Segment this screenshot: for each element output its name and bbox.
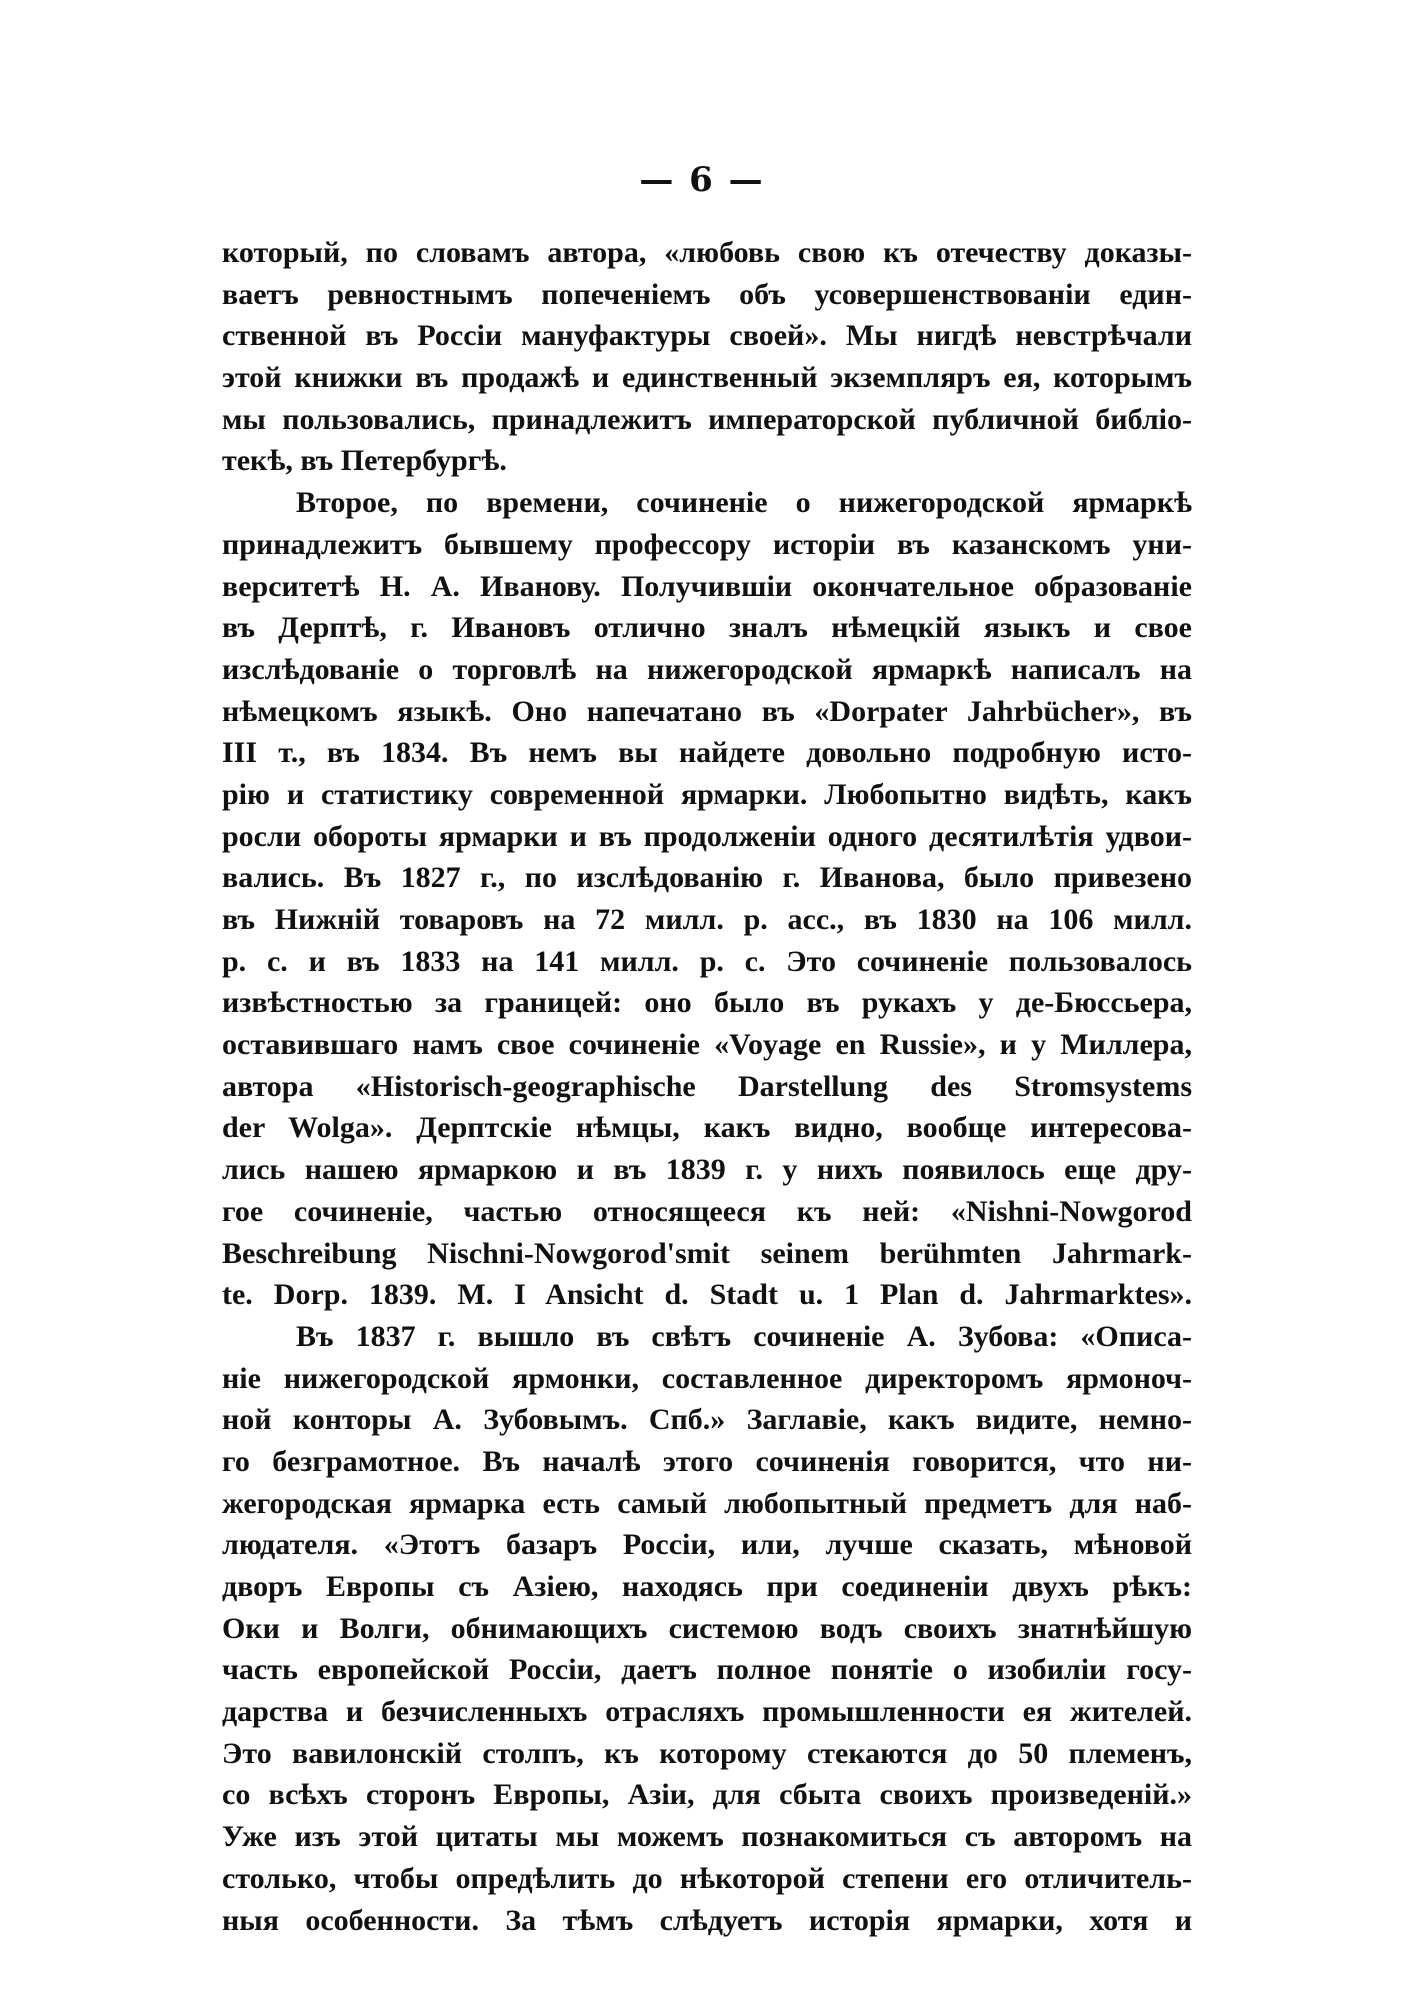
text-line: верситетѣ Н. А. Иванову. Получившіи окончательное образованіе [222, 569, 1192, 603]
text-line: лись нашею ярмаркою и въ 1839 г. у нихъ появилось еще дру- [222, 1153, 1192, 1187]
text-line: вались. Въ 1827 г., по изслѣдованію г. Иванова, было привезено [222, 861, 1192, 895]
text-line: Это вавилонскій столпъ, къ которому стекаются до 50 племенъ, [222, 1736, 1192, 1770]
text-line: автора «Historisch-geographische Darstellung des Stromsystems [222, 1069, 1192, 1103]
page-number: — 6 — [639, 160, 765, 200]
text-line: этой книжки въ продажѣ и единственный экземпляръ ея, которымъ [222, 361, 1192, 395]
text-line: текѣ, въ Петербургѣ. [222, 444, 507, 478]
text-line: людателя. «Этотъ базаръ Россіи, или, лучше сказать, мѣновой [222, 1528, 1192, 1562]
text-line: въ Дерптѣ, г. Ивановъ отлично зналъ нѣмецкій языкъ и свое [222, 611, 1192, 645]
text-line: рію и статистику современной ярмарки. Любопытно видѣть, какъ [222, 777, 1192, 811]
text-line: der Wolga». Дерптскіе нѣмцы, какъ видно, вообще интересова- [222, 1111, 1192, 1145]
text-line: р. с. и въ 1833 на 141 милл. р. с. Это сочиненіе пользовалось [222, 944, 1192, 978]
text-line: въ Нижній товаровъ на 72 милл. р. асс., въ 1830 на 106 милл. [222, 903, 1192, 936]
text-line: Beschreibung Nischni-Nowgorod'smit seinem berühmten Jahrmark- [222, 1236, 1192, 1270]
text-line: со всѣхъ сторонъ Европы, Азіи, для сбыта своихъ произведеній.» [222, 1778, 1192, 1812]
text-line: росли обороты ярмарки и въ продолженіи одного десятилѣтія удвои- [222, 819, 1192, 853]
text-line: Въ 1837 г. вышло въ свѣтъ сочиненіе А. Зубова: «Описа- [296, 1319, 1192, 1353]
text-line: Уже изъ этой цитаты мы можемъ познакомиться съ авторомъ на [222, 1820, 1192, 1854]
text-line: Оки и Волги, обнимающихъ системою водъ своихъ знатнѣйшую [222, 1611, 1192, 1645]
text-line: дворъ Европы съ Азіею, находясь при соединеніи двухъ рѣкъ: [222, 1570, 1192, 1603]
text-line: ной конторы А. Зубовымъ. Спб.» Заглавіе, какъ видите, немно- [222, 1403, 1192, 1437]
text-line: оставившаго намъ свое сочиненіе «Voyage en Russie», и у Миллера, [222, 1028, 1192, 1062]
text-line: извѣстностью за границей: оно было въ рукахъ у де-Бюссьера, [222, 986, 1192, 1020]
text-line: столько, чтобы опредѣлить до нѣкоторой степени его отличитель- [222, 1861, 1192, 1895]
body-text [222, 232, 1192, 1941]
text-line: te. Dorp. 1839. M. I Ansicht d. Stadt u. 1 Plan d. Jahrmarktes». [222, 1278, 1192, 1312]
text-line: III т., въ 1834. Въ немъ вы найдете довольно подробную исто- [222, 736, 1192, 770]
text-line: ніе нижегородской ярмонки, составленное директоромъ ярмоноч- [222, 1361, 1192, 1395]
text-line: принадлежитъ бывшему профессору исторіи въ казанскомъ уни- [222, 527, 1192, 561]
text-line: го безграмотное. Въ началѣ этого сочиненія говорится, что ни- [222, 1444, 1192, 1478]
text-line: который, по словамъ автора, «любовь свою къ отечеству доказы- [222, 236, 1192, 269]
text-line: мы пользовались, принадлежитъ императорской публичной библіо- [222, 402, 1192, 436]
text-line: Второе, по времени, сочиненіе о нижегородской ярмаркѣ [296, 486, 1192, 520]
text-line: часть европейской Россіи, даетъ полное понятіе о изобиліи госу- [222, 1653, 1192, 1687]
text-line: нѣмецкомъ языкѣ. Оно напечатано въ «Dorpater Jahrbücher», въ [222, 694, 1192, 728]
text-line: ваетъ ревностнымъ попеченіемъ объ усовершенствованіи един- [222, 277, 1192, 311]
text-line: ственной въ Россіи мануфактуры своей». Мы нигдѣ невстрѣчали [222, 319, 1192, 353]
text-line: жегородская ярмарка есть самый любопытный предметъ для наб- [222, 1486, 1192, 1520]
text-line: ныя особенности. За тѣмъ слѣдуетъ исторія ярмарки, хотя и [222, 1903, 1192, 1937]
text-line: гое сочиненіе, частью относящееся къ ней: «Nishni-Nowgorod [222, 1194, 1192, 1228]
text-line: дарства и безчисленныхъ отрасляхъ промышленности ея жителей. [222, 1695, 1192, 1729]
text-line: изслѣдованіе о торговлѣ на нижегородской ярмаркѣ написалъ на [222, 652, 1192, 686]
